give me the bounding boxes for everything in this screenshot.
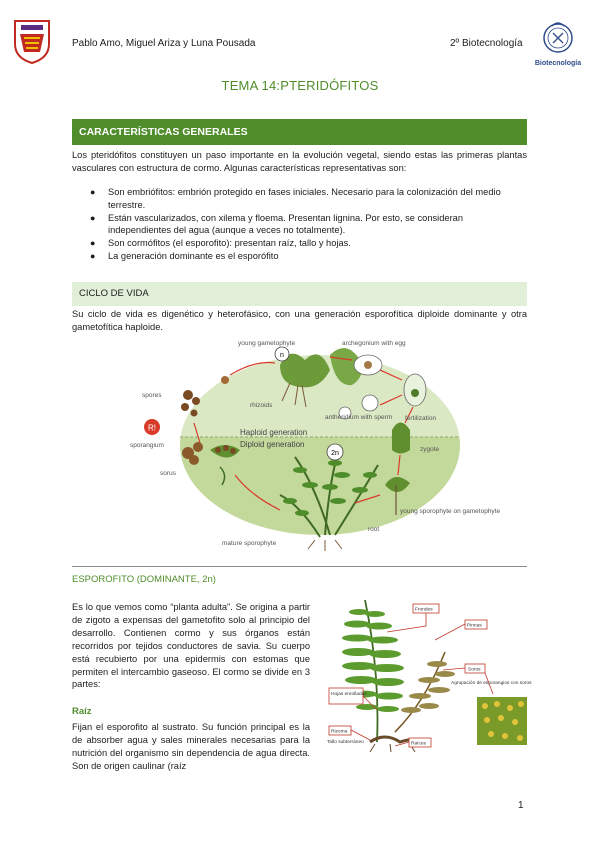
list-item: ● Están vascularizados, con xilema y floema. Presentan lignina. Por esto, se consideran independientes del agua (aunque a veces no totalmente). [90,212,464,235]
archegonium-drawing [354,355,382,375]
haploid-badge-label: n [280,352,284,359]
life-cycle-paragraph: Su ciclo de vida es digenético y heterofásico, con una generación esporofítica diploide dominante y otra gametofítica haploide. [72,309,527,332]
fertilization-drawing [404,374,426,406]
section-heading-esporofito: ESPOROFITO (DOMINANTE, 2n) [72,574,216,585]
bullet-icon: ● [90,187,96,197]
fern-life-cycle-diagram [130,335,501,557]
label-hojas-enrolladas: Hojas enrolladas [331,692,367,697]
label-antheridium: antheridium with sperm [325,414,393,421]
sori-closeup-drawing [477,697,527,745]
label-root: root [368,526,380,533]
label-spores: spores [142,392,162,399]
label-soros: Soros [468,667,481,673]
bullet-icon: ● [90,238,96,248]
label-pinnas: Pinnas [467,623,482,629]
biotecnologia-logo-text: Biotecnología [534,60,582,67]
label-rhizoids: rhizoids [250,402,273,409]
list-item: ● Son cormófitos (el esporofito): presentan raíz, tallo y hojas. [90,238,351,248]
label-frondes: Frondes [415,607,433,613]
university-logo-left [12,18,52,64]
meiosis-label: R! [148,423,156,433]
label-archegonium: archegonium with egg [342,340,406,347]
label-agrupacion: Agrupación de esporangios con soros [451,681,532,686]
diploid-badge-label: 2n [331,450,339,457]
page-title: TEMA 14:PTERIDÓFITOS [221,78,379,93]
characteristics-list [88,186,528,263]
list-item: ● Son embriófitos: embrión protegido en fases iniciales. Necesario para la colonización del medio terrestre. [90,187,501,210]
section-divider [72,566,527,567]
label-rizoma: Rizoma [331,729,348,735]
label-sporangium: sporangium [130,442,164,449]
label-mature-sporophyte: mature sporophyte [222,540,277,547]
label-fertilization: fertilization [405,415,437,422]
list-item: ● La generación dominante es el esporófito [90,251,279,261]
label-tallo: Tallo subterráneo [327,740,364,745]
header-course: 2º Biotecnología [450,38,523,49]
fern-anatomy-figure [325,592,530,752]
green-frond-drawing [342,600,404,742]
label-young-gametophyte: young gametophyte [238,340,296,347]
label-haploid-generation: Haploid generation [240,428,308,437]
raiz-paragraph: Fijan el esporofito al sustrato. Su función principal es la de absorber agua y sales minerales necesarias para la nutrición del organismo sin dependencia de agua directa. Son de origen caulinar (raíz [72,722,310,771]
label-diploid-generation: Diploid generation [240,440,305,449]
label-raices: Raíces [411,741,426,747]
label-zygote: zygote [420,446,440,453]
esporofito-paragraph: Es lo que vemos como “planta adulta”. Se origina a partir de zigoto a expensas del gametofito solo al principio del desarrollo. Contienen cormo y sus órganos están recorridos por tejidos conductores de savia. Su cuerpo está recubierto por una epidermis con estomas que permiten el intercambio gaseoso. El cormo se divide en 3 partes: [72,602,310,690]
header-authors: Pablo Amo, Miguel Ariza y Luna Pousada [72,38,256,49]
zygote-drawing [392,423,410,454]
label-young-sporophyte: young sporophyte on gametophyte [400,508,501,515]
section-heading-caracteristicas: CARACTERÍSTICAS GENERALES [72,119,527,145]
page-number: 1 [518,800,524,811]
intro-paragraph: Los pteridófitos constituyen un paso importante en la evolución vegetal, siendo estas las primeras plantas vasculares con estructura de cormo. Algunas características representativas son: [72,150,527,173]
section-heading-ciclo: CICLO DE VIDA [72,282,527,306]
label-sorus: sorus [160,470,176,477]
raiz-heading: Raíz [72,706,92,717]
bullet-icon: ● [90,251,96,261]
bullet-icon: ● [90,212,96,223]
